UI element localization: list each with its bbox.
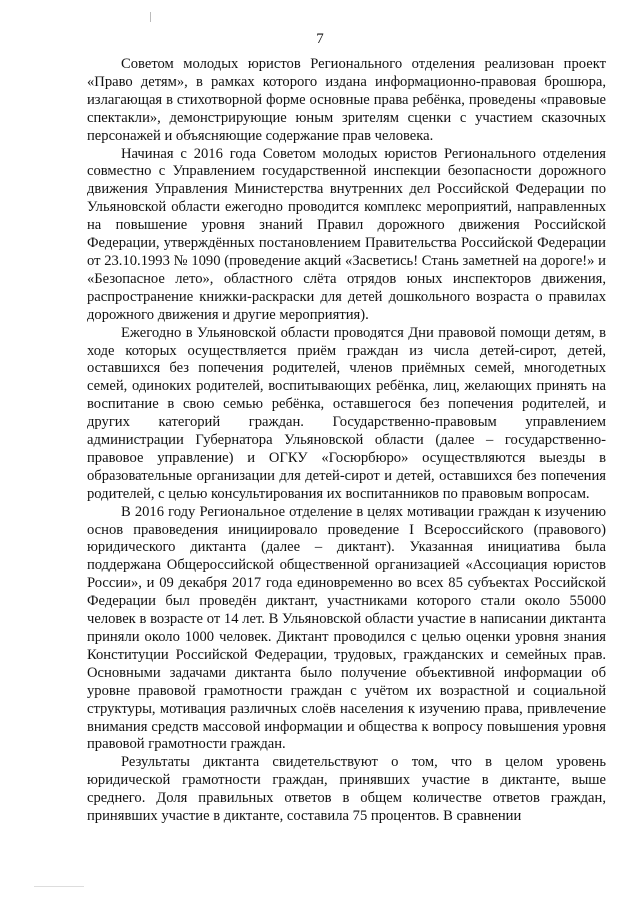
paragraph-dictation-results: Результаты диктанта свидетельствуют о том, что в целом уровень юридической грамотности граждан, принявших участие в диктанте, выше среднего. Доля правильных ответов в общем количестве ответов граждан, принявших участие в диктанте, составила 75 процентов. В сравнении (87, 754, 606, 825)
paragraph-right-for-children-project: Советом молодых юристов Регионального отделения реализован проект «Право детям», в рамках которого издана информационно-правовая брошюра, излагающая в стихотворной форме основные права ребёнка, проведены «правовые спектакли», демонстрирующие юным зрителям сценки с участием сказочных персонажей и объясняющие содержание прав человека. (87, 56, 606, 144)
document-body (87, 56, 606, 826)
paragraph-road-safety-events: Начиная с 2016 года Советом молодых юристов Регионального отделения совместно с Управлением государственной инспекции безопасности дорожного движения Управления Министерства внутренних дел Российской Федерации по Ульяновской области ежегодно проводится комплекс мероприятий, направленных на повышение уровня знаний Правил дорожного движения Российской Федерации, утверждённых постановлением Правительства Российской Федерации от 23.10.1993 № 1090 (проведение акций «Засветись! Стань заметней на дороге!» и «Безопасное лето», областного слёта отрядов юных инспекторов движения, распространение книжки-раскраски для детей дошкольного возраста о правилах дорожного движения и другие мероприятия). (87, 145, 606, 323)
paragraph-legal-aid-days: Ежегодно в Ульяновской области проводятся Дни правовой помощи детям, в ходе которых осуществляется приём граждан из числа детей-сирот, детей, оставшихся без попечения родителей, членов приёмных семей, многодетных семей, одиноких родителей, воспитывающих ребёнка, лиц, желающих принять на воспитание в свою семью ребёнка, оставшегося без попечения родителей, и других категорий граждан. Государственно-правовым управлением администрации Губернатора Ульяновской области (далее – государственно-правовое управление) и ОГКУ «Госюрбюро» осуществляются выезды в образовательные организации для детей-сирот и детей, оставшихся без попечения родителей, с целью консультирования их воспитанников по правовым вопросам. (87, 324, 606, 502)
scan-artifact (34, 886, 84, 887)
scan-artifact (150, 12, 151, 22)
paragraph-legal-dictation: В 2016 году Региональное отделение в целях мотивации граждан к изучению основ правоведения инициировало проведение I Всероссийского (правового) юридического диктанта (далее – диктант). Указанная инициатива была поддержана Общероссийской общественной организацией «Ассоциация юристов России», и 09 декабря 2017 года единовременно во всех 85 субъектах Российской Федерации был проведён диктант, участниками которого стали около 55000 человек в возрасте от 14 лет. В Ульяновской области участие в написании диктанта приняли около 1000 человек. Диктант проводился с целью оценки уровня знания Конституции Российской Федерации, трудовых, гражданских и семейных прав. Основными задачами диктанта было получение объективной информации об уровне правовой грамотности граждан с учётом их возрастной и социальной структуры, мотивация различных слоёв населения к изучению права, привлечение внимания средств массовой информации и общества к вопросу повышения уровня правовой грамотности граждан. (87, 503, 606, 753)
page-number: 7 (316, 31, 324, 47)
